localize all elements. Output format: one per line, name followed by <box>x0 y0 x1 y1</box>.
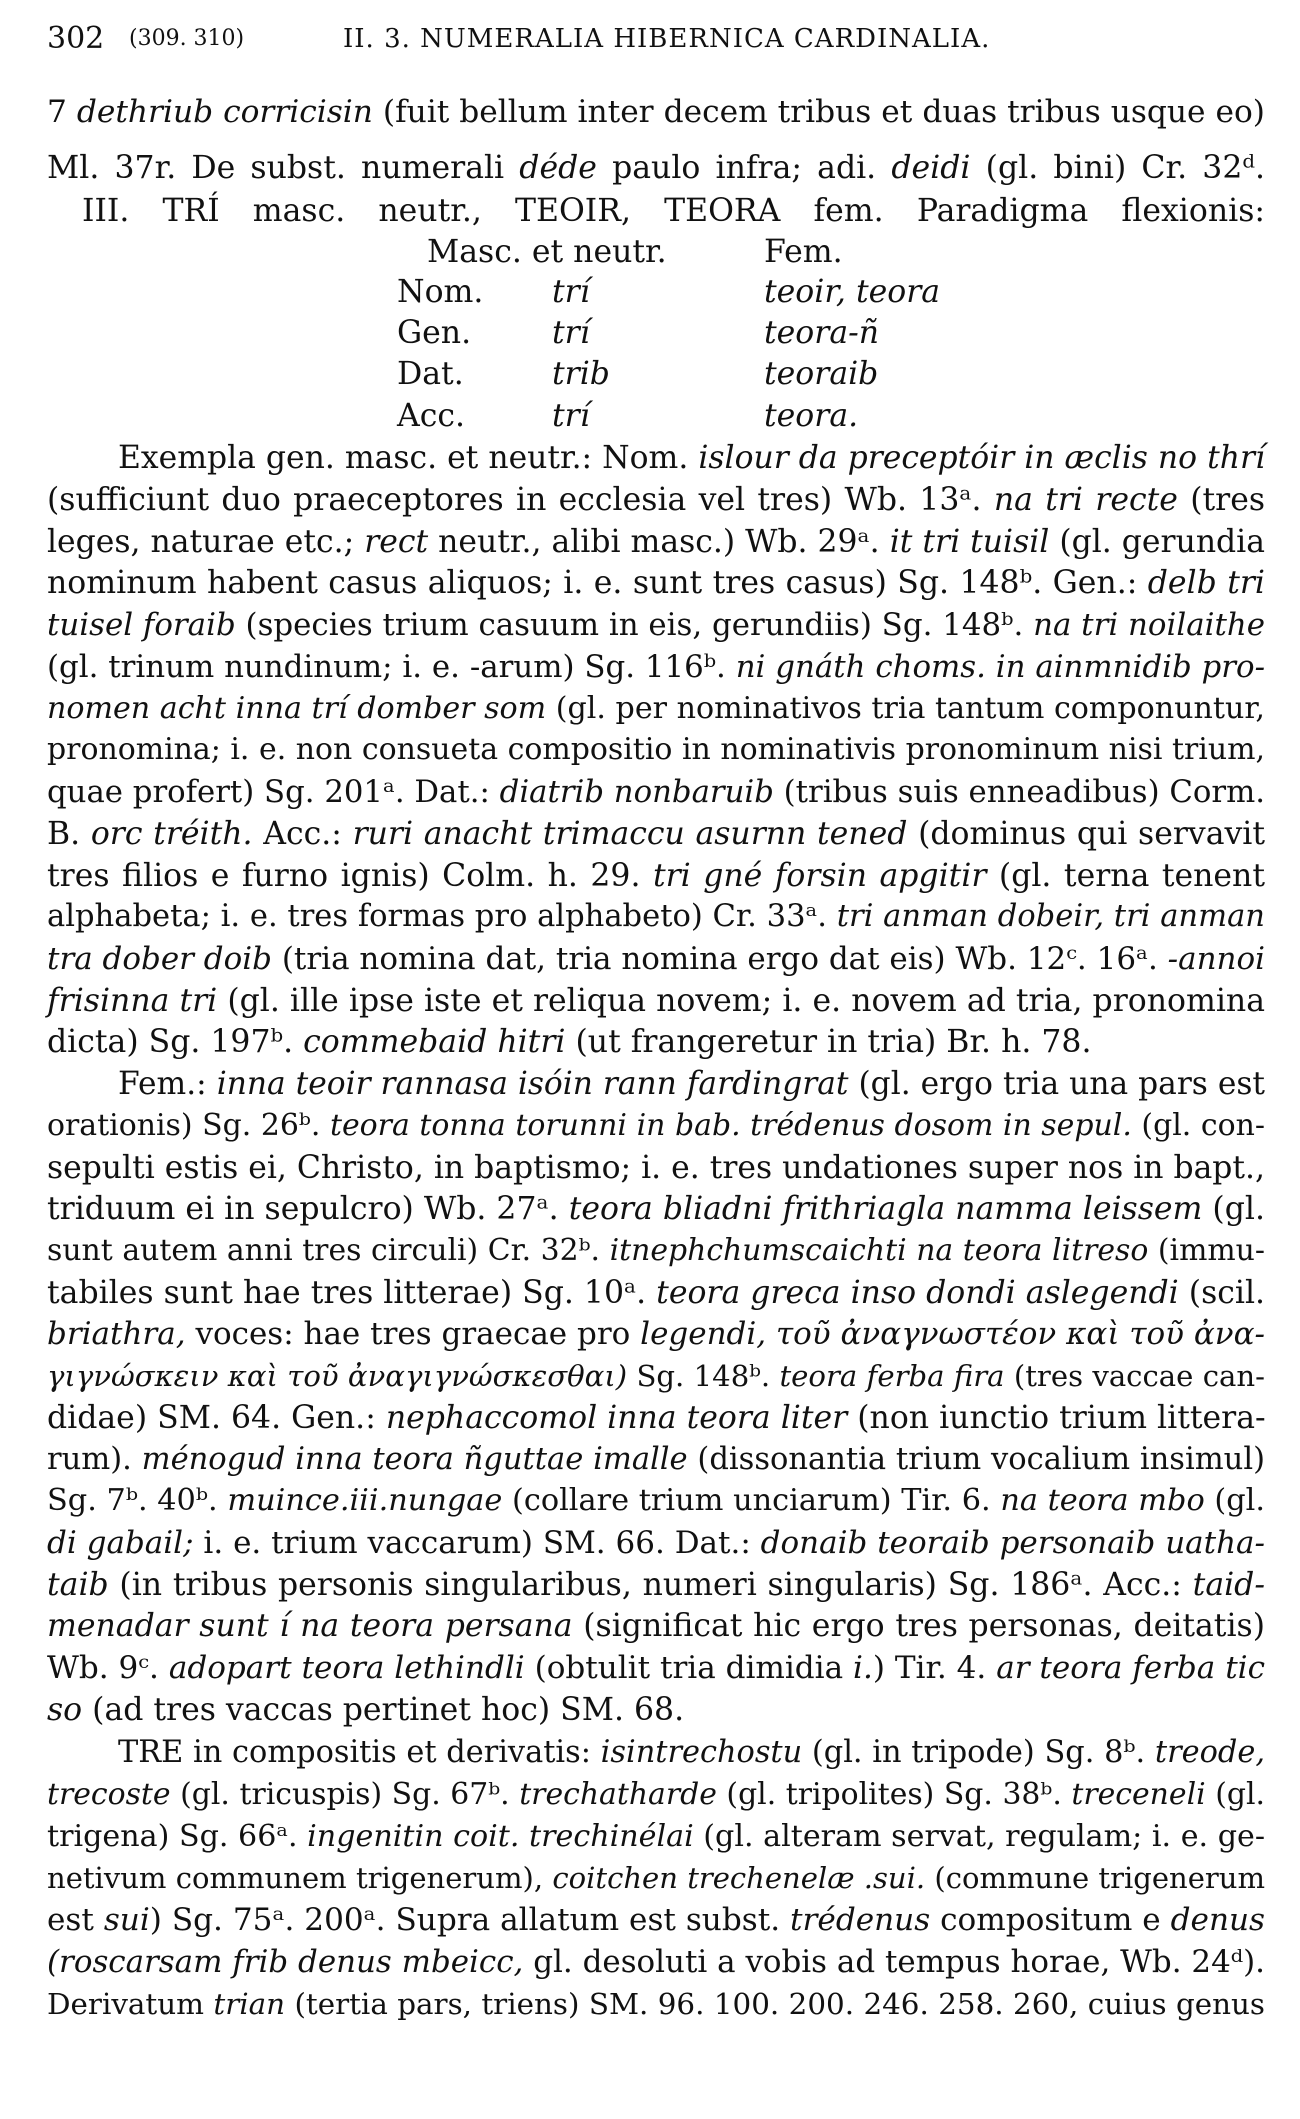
irish-citation: islour da preceptóir in æclis no thrí <box>698 440 1265 476</box>
irish-citation: menadar sunt í na teora persana <box>47 1608 573 1644</box>
irish-citation: treode, <box>1154 1735 1265 1770</box>
paradigm-col-masc: Masc. et neutr. <box>427 234 667 270</box>
irish-citation: tra dober doib <box>47 941 272 977</box>
latin-text: (gl. con- <box>1131 1108 1265 1143</box>
latin-text: (tertia pars, triens) SM. 96. 100. 200. 246. 258. 260, cuius genus <box>285 1987 1265 2021</box>
paradigm-fem-form: teora-ñ <box>764 315 880 351</box>
latin-text: netivum communem trigenerum), <box>47 1861 553 1895</box>
text-line <box>118 1733 1265 1773</box>
latin-text: nominum habent casus aliquos; i. e. sunt tres casus) Sg. 148ᵇ. Gen.: <box>47 565 1148 601</box>
irish-citation: teora greca inso dondi aslegendi <box>656 1275 1179 1311</box>
irish-citation: commebaid hitri <box>303 1024 566 1060</box>
paradigm-case: Nom. <box>397 274 484 310</box>
latin-text: (gl. trinum nundinum; i. e. -arum) Sg. 116ᵇ. <box>47 649 736 685</box>
irish-citation: inna teoir rannasa isóin rann fardingrat <box>216 1066 849 1102</box>
paradigm-case: Gen. <box>397 315 472 351</box>
latin-text: (non iunctio trium littera- <box>847 1400 1266 1436</box>
irish-citation: ruri anacht trimaccu asurnn tened <box>352 816 908 852</box>
paradigm-fem-form: teora. <box>764 398 859 434</box>
latin-text: (gl. terna tenent <box>986 858 1265 894</box>
text-line <box>47 814 1265 854</box>
latin-text: sunt autem anni tres circuli) Cr. 32ᵇ. <box>47 1233 610 1268</box>
page-number: 302 <box>47 21 105 56</box>
text-line <box>82 191 1265 231</box>
irish-citation: sui <box>103 1902 150 1938</box>
page-reference: (309. 310) <box>129 26 245 51</box>
latin-text: (gl. tricuspis) Sg. 67ᵇ. <box>170 1777 520 1812</box>
latin-text: Sg. 7ᵇ. 40ᵇ. <box>47 1483 228 1518</box>
text-line <box>47 480 1265 520</box>
irish-citation: ingenitin coit. trechinélai <box>307 1819 694 1854</box>
irish-citation: deidi <box>891 150 971 186</box>
text-line <box>47 1984 1265 2024</box>
irish-citation: briathra, <box>47 1316 186 1352</box>
paradigm-fem-form: teoir, teora <box>764 274 941 310</box>
latin-text: (gl. <box>1204 1483 1266 1518</box>
latin-text: triduum ei in sepulcro) Wb. 27ᵃ. <box>47 1191 569 1227</box>
text-line <box>47 1148 1265 1188</box>
latin-text: compositum e <box>930 1902 1171 1938</box>
latin-text: (significat hic ergo tres personas, deitatis) <box>572 1608 1265 1644</box>
latin-text: Exempla gen. masc. et neutr.: Nom. <box>118 440 699 476</box>
text-line <box>47 1356 1265 1396</box>
running-header <box>47 14 1265 64</box>
latin-text: leges, naturae etc.; <box>47 524 365 560</box>
latin-text: (tres <box>1177 482 1266 518</box>
irish-citation: nephaccomol inna teora liter <box>385 1400 848 1436</box>
irish-citation: delb tri <box>1147 565 1265 601</box>
irish-citation: it tri tuisil <box>889 524 1050 560</box>
latin-text: (tribus suis enneadibus) Corm. <box>773 774 1265 810</box>
latin-text: (gl. tripolites) Sg. 38ᵇ. <box>716 1777 1072 1812</box>
text-line <box>118 1064 1265 1104</box>
text-line <box>47 1858 1265 1898</box>
irish-citation: -annoi <box>1167 941 1265 977</box>
latin-text: Wb. 9ᶜ. <box>47 1650 169 1686</box>
paradigm-masc-form: trí <box>552 274 590 310</box>
latin-text: (in tribus personis singularibus, numeri singularis) Sg. 186ᵃ. Acc.: <box>108 1567 1193 1603</box>
latin-text: 7 <box>47 94 77 130</box>
paradigm-masc-form: trib <box>552 356 610 392</box>
latin-text: paulo infra; adi. <box>596 150 892 186</box>
text-line <box>47 939 1265 979</box>
irish-citation: trecoste <box>47 1777 171 1812</box>
text-line <box>47 1648 1265 1688</box>
text-line <box>47 1481 1265 1521</box>
text-line <box>47 1273 1265 1313</box>
text-line <box>47 730 1265 770</box>
latin-text: (gl. bini) Cr. 32ᵈ. <box>970 150 1266 186</box>
latin-text: (sufficiunt duo praeceptores in ecclesia vel tres) Wb. 13ᵃ. <box>47 482 994 518</box>
text-line <box>47 605 1265 645</box>
irish-citation: orc tréith. <box>90 816 253 852</box>
latin-text: pronomina; i. e. non consueta compositio in nominativis pronominum nisi trium, <box>47 732 1265 767</box>
irish-citation: treceneli <box>1071 1777 1206 1812</box>
irish-citation: so <box>47 1692 83 1728</box>
text-line <box>47 1022 1265 1062</box>
latin-text: Ml. 37r. De subst. numerali <box>47 150 520 186</box>
text-line <box>47 1523 1265 1563</box>
latin-text: ) Sg. 75ᵃ. 200ᵃ. Supra allatum est subst. <box>149 1902 791 1938</box>
latin-text: (dominus qui servavit <box>907 816 1265 852</box>
paradigm-row <box>47 396 1265 436</box>
text-line <box>47 1189 1265 1229</box>
latin-text: (gl. per nominativos tria tantum componuntur, <box>546 691 1265 726</box>
latin-text: (ad tres vaccas pertinet hoc) SM. 68. <box>82 1692 685 1728</box>
latin-text: voces: hae tres graecae pro <box>185 1316 641 1352</box>
text-line <box>47 522 1265 562</box>
text-line <box>47 563 1265 603</box>
text-line <box>47 647 1265 687</box>
latin-text: quae profert) Sg. 201ᵃ. Dat.: <box>47 774 500 810</box>
irish-citation: trédenus <box>790 1902 931 1938</box>
irish-citation: adopart teora lethindli <box>168 1650 525 1686</box>
text-line <box>47 148 1265 188</box>
running-title: II. 3. NUMERALIA HIBERNICA CARDINALIA. <box>343 24 991 54</box>
latin-text: (gl. <box>1202 1191 1265 1227</box>
irish-citation: tri anman dobeir, tri anman <box>836 899 1265 934</box>
latin-text: neutr., alibi masc.) Wb. 29ᵃ. <box>428 524 890 560</box>
latin-text: (collare trium unciarum) Tir. 6. <box>502 1483 1001 1518</box>
text-line <box>47 92 1265 132</box>
irish-citation: donaib teoraib personaib uatha- <box>760 1525 1265 1561</box>
latin-text: (immu- <box>1148 1233 1265 1268</box>
paradigm-masc-form: trí <box>552 315 590 351</box>
latin-text: (commune trigenerum <box>925 1861 1265 1895</box>
latin-text: (species trium casuum in eis, gerundiis) Sg. 148ᵇ. <box>235 607 1034 643</box>
irish-citation: taib <box>47 1567 109 1603</box>
irish-citation: di gabail; <box>47 1525 194 1561</box>
latin-text: sepulti estis ei, Christo, in baptismo; i. e. tres undationes super nos in bapt., <box>47 1150 1265 1186</box>
irish-citation: diatrib nonbaruib <box>499 774 774 810</box>
text-line <box>47 1775 1265 1815</box>
irish-citation: itnephchumscaichti na teora litreso <box>609 1233 1149 1268</box>
irish-citation: denus <box>1170 1902 1265 1938</box>
latin-text: rum). <box>47 1442 142 1477</box>
text-line <box>47 1398 1265 1438</box>
irish-citation: rect <box>364 524 429 560</box>
latin-text: Derivatum <box>47 1987 214 2021</box>
text-line <box>47 1817 1265 1857</box>
text-line <box>47 981 1265 1021</box>
irish-citation: (roscarsam frib denus mbeicc, <box>47 1944 524 1980</box>
paradigm-case: Acc. <box>397 398 466 434</box>
text-line <box>47 1606 1265 1646</box>
latin-text: ) Tir. 4. <box>872 1650 997 1686</box>
irish-citation: trian <box>213 1987 286 2021</box>
text-line <box>47 1231 1265 1271</box>
text-line <box>47 1440 1265 1480</box>
latin-text: (obtulit tria dimidia <box>524 1650 854 1686</box>
irish-citation: teora ferba fira <box>779 1359 1005 1393</box>
text-line <box>47 772 1265 812</box>
text-line <box>47 1690 1265 1730</box>
paradigm-case: Dat. <box>397 356 464 392</box>
irish-citation: tri gné forsin apgitir <box>652 858 987 894</box>
irish-citation: na teora mbo <box>1000 1483 1205 1518</box>
latin-text: didae) SM. 64. Gen.: <box>47 1400 386 1436</box>
irish-citation: ni gnáth choms. in ainmnidib pro- <box>735 649 1265 685</box>
text-line <box>47 1106 1265 1146</box>
latin-text: (gl. gerundia <box>1049 524 1265 560</box>
irish-citation: taid- <box>1192 1567 1265 1603</box>
irish-citation: trechatharde <box>519 1777 717 1812</box>
latin-text: (tria nomina dat, tria nomina ergo dat eis) Wb. 12ᶜ. 16ᵃ. <box>271 941 1168 977</box>
latin-text: tabiles sunt hae tres litterae) Sg. 10ᵃ. <box>47 1275 657 1311</box>
text-line <box>47 856 1265 896</box>
irish-citation: frisinna tri <box>47 983 218 1019</box>
text-line <box>47 897 1265 937</box>
latin-text: orationis) Sg. 26ᵇ. <box>47 1108 330 1143</box>
irish-citation: isintrechostu <box>600 1735 803 1770</box>
text-line <box>47 689 1265 729</box>
latin-text: (gl. alteram servat, regulam; i. e. ge- <box>693 1819 1265 1854</box>
paradigm-row <box>47 354 1265 394</box>
latin-text: III. TRÍ masc. neutr., TEOIR, TEORA fem. Paradigma flexionis: <box>82 193 1265 229</box>
paradigm-row <box>47 272 1265 312</box>
latin-text: Fem.: <box>118 1066 217 1102</box>
latin-text: tres filios e furno ignis) Colm. h. 29. <box>47 858 653 894</box>
irish-citation: na tri noilaithe <box>1033 607 1266 643</box>
irish-citation: déde <box>519 150 597 186</box>
irish-citation: coitchen trechenelæ .sui. <box>552 1861 926 1895</box>
latin-text: (gl. in tripode) Sg. 8ᵇ. <box>802 1735 1155 1770</box>
paradigm-masc-form: trí <box>552 398 590 434</box>
text-line <box>47 1565 1265 1605</box>
latin-text: est <box>47 1902 104 1938</box>
text-line <box>47 1900 1265 1940</box>
irish-citation: γιγνώσκειν καὶ τοῦ ἀναγιγνώσκεσθαι) <box>47 1359 628 1393</box>
irish-citation: teora bliadni frithriagla namma leissem <box>568 1191 1203 1227</box>
irish-citation: ar teora ferba tic <box>996 1650 1265 1686</box>
irish-citation: i. <box>853 1650 873 1686</box>
paradigm-row <box>47 313 1265 353</box>
irish-citation: muince.iii.nungae <box>227 1483 503 1518</box>
latin-text: gl. desoluti a vobis ad tempus horae, Wb. 24ᵈ). <box>523 1944 1265 1980</box>
paradigm-header-row <box>47 232 1265 272</box>
latin-text: (gl. ergo tria una pars est <box>848 1066 1265 1102</box>
irish-citation: legendi, τοῦ ἀναγνωστέον καὶ τοῦ ἀνα- <box>640 1316 1265 1352</box>
irish-citation: teora tonna torunni in bab. trédenus dosom in sepul. <box>329 1108 1132 1143</box>
latin-text: Sg. 148ᵇ. <box>627 1359 780 1393</box>
paradigm-col-fem: Fem. <box>764 234 843 270</box>
latin-text: (fuit bellum inter decem tribus et duas tribus usque eo) <box>372 94 1265 130</box>
paradigm-fem-form: teoraib <box>764 356 879 392</box>
latin-text: trigena) Sg. 66ᵃ. <box>47 1819 308 1854</box>
latin-text: i. e. trium vaccarum) SM. 66. Dat.: <box>193 1525 761 1561</box>
irish-citation: dethriub corricisin <box>76 94 373 130</box>
latin-text: Acc.: <box>252 816 353 852</box>
irish-citation: nomen acht inna trí domber som <box>47 691 547 726</box>
irish-citation: tuisel foraib <box>47 607 236 643</box>
latin-text: TRE in compositis et derivatis: <box>118 1735 601 1770</box>
text-line <box>47 1942 1265 1982</box>
latin-text: (dissonantia trium vocalium insimul) <box>687 1442 1265 1477</box>
latin-text: (tres vaccae can- <box>1004 1359 1266 1393</box>
latin-text: dicta) Sg. 197ᵇ. <box>47 1024 304 1060</box>
latin-text: (scil. <box>1178 1275 1266 1311</box>
irish-citation: na tri recte <box>993 482 1178 518</box>
latin-text: (gl. ille ipse iste et reliqua novem; i. e. novem ad tria, pronomina <box>217 983 1265 1019</box>
text-line <box>118 438 1265 478</box>
irish-citation: ménogud inna teora ñguttae imalle <box>141 1442 688 1477</box>
latin-text: (ut frangeretur in tria) Br. h. 78. <box>565 1024 1092 1060</box>
latin-text: B. <box>47 816 91 852</box>
text-line <box>47 1314 1265 1354</box>
latin-text: (gl. <box>1205 1777 1265 1812</box>
latin-text: alphabeta; i. e. tres formas pro alphabeto) Cr. 33ᵃ. <box>47 899 837 934</box>
